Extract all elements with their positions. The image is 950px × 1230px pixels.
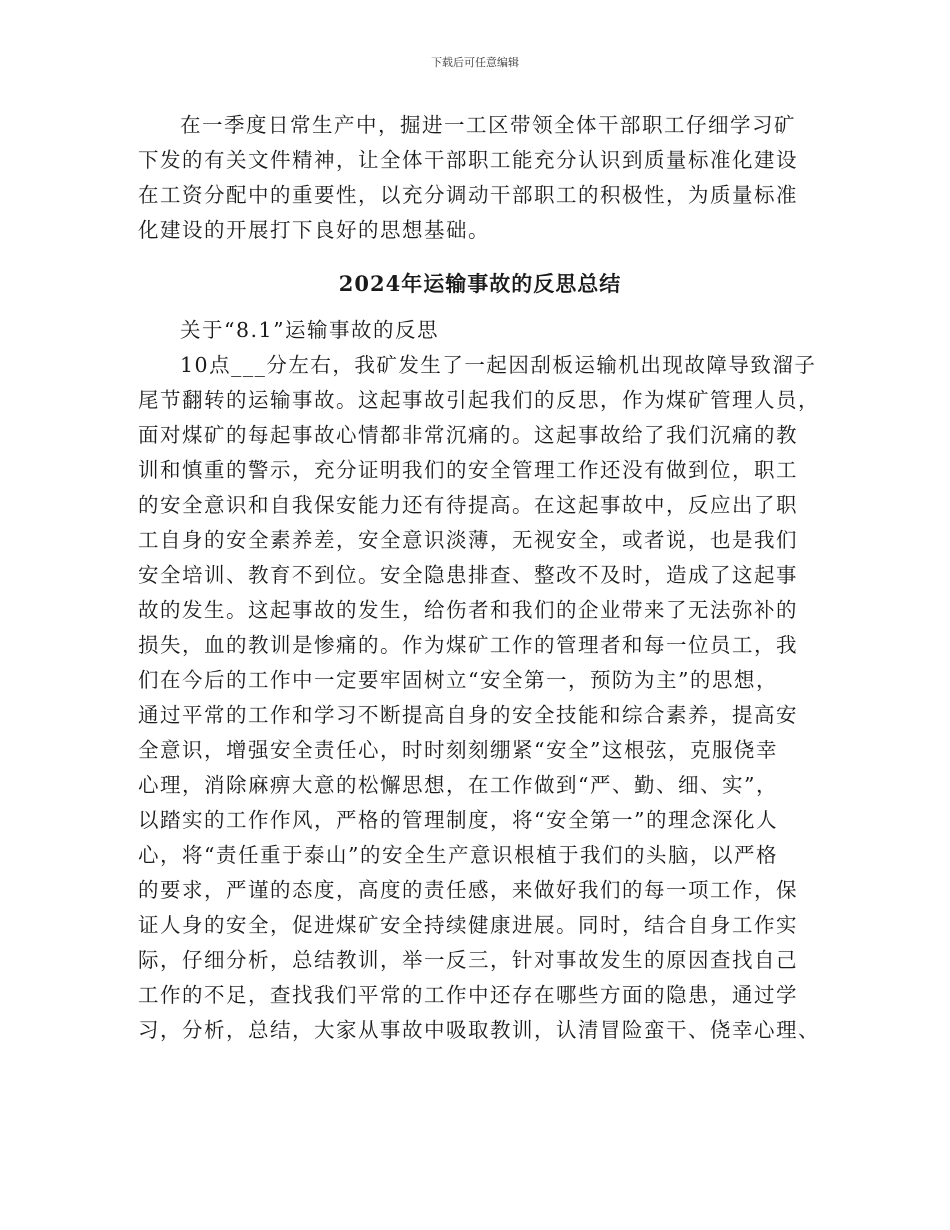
body-line: 工自身的安全素养差，安全意识淡薄，无视安全，或者说，也是我们 bbox=[138, 528, 798, 552]
body-line: 心，将“责任重于泰山”的安全生产意识根植于我们的头脑，以严格 bbox=[138, 843, 778, 867]
intro-line: 下发的有关文件精神，让全体干部职工能充分认识到质量标准化建设 bbox=[138, 148, 798, 172]
body-paragraph bbox=[138, 348, 822, 1048]
intro-line: 化建设的开展打下良好的思想基础。 bbox=[138, 218, 490, 242]
section-subtitle-block bbox=[138, 313, 822, 348]
body-line: 以踏实的工作作风，严格的管理制度，将“安全第一”的理念深化人 bbox=[138, 808, 778, 832]
body-line: 际，仔细分析，总结教训，举一反三，针对事故发生的原因查找自己 bbox=[138, 948, 798, 972]
section-subtitle: 关于“8.1”运输事故的反思 bbox=[180, 318, 440, 342]
body-line: 全意识，增强安全责任心，时时刻刻绷紧“安全”这根弦，克服侥幸 bbox=[138, 738, 778, 762]
body-line: 心理，消除麻痹大意的松懈思想，在工作做到“严、勤、细、实”， bbox=[138, 773, 778, 797]
body-line: 尾节翻转的运输事故。这起事故引起我们的反思，作为煤矿管理人员， bbox=[138, 388, 820, 412]
document-body bbox=[138, 108, 822, 1048]
intro-line: 在工资分配中的重要性，以充分调动干部职工的积极性，为质量标准 bbox=[138, 183, 798, 207]
body-line: 通过平常的工作和学习不断提高自身的安全技能和综合素养，提高安 bbox=[138, 703, 798, 727]
body-line: 故的发生。这起事故的发生，给伤者和我们的企业带来了无法弥补的 bbox=[138, 598, 798, 622]
body-line: 训和慎重的警示，充分证明我们的安全管理工作还没有做到位，职工 bbox=[138, 458, 798, 482]
body-line: 损失，血的教训是惨痛的。作为煤矿工作的管理者和每一位员工，我 bbox=[138, 633, 798, 657]
section-title: 2024年运输事故的反思总结 bbox=[338, 271, 622, 296]
page-header-note: 下载后可任意编辑 bbox=[431, 56, 519, 69]
body-line: 10点___分左右，我矿发生了一起因刮板运输机出现故障导致溜子 bbox=[180, 353, 817, 377]
body-line: 习，分析，总结，大家从事故中吸取教训，认清冒险蛮干、侥幸心理、 bbox=[138, 1018, 820, 1042]
body-line: 安全培训、教育不到位。安全隐患排查、整改不及时，造成了这起事 bbox=[138, 563, 798, 587]
body-line: 们在今后的工作中一定要牢固树立“安全第一，预防为主”的思想， bbox=[138, 668, 778, 692]
body-line: 的安全意识和自我保安能力还有待提高。在这起事故中，反应出了职 bbox=[138, 493, 798, 517]
intro-paragraph bbox=[138, 108, 822, 248]
body-line: 的要求，严谨的态度，高度的责任感，来做好我们的每一项工作，保 bbox=[138, 878, 798, 902]
intro-line: 在一季度日常生产中，掘进一工区带领全体干部职工仔细学习矿 bbox=[180, 113, 796, 137]
body-line: 面对煤矿的每起事故心情都非常沉痛的。这起事故给了我们沉痛的教 bbox=[138, 423, 798, 447]
body-line: 证人身的安全，促进煤矿安全持续健康进展。同时，结合自身工作实 bbox=[138, 913, 798, 937]
body-line: 工作的不足，查找我们平常的工作中还存在哪些方面的隐患，通过学 bbox=[138, 983, 798, 1007]
